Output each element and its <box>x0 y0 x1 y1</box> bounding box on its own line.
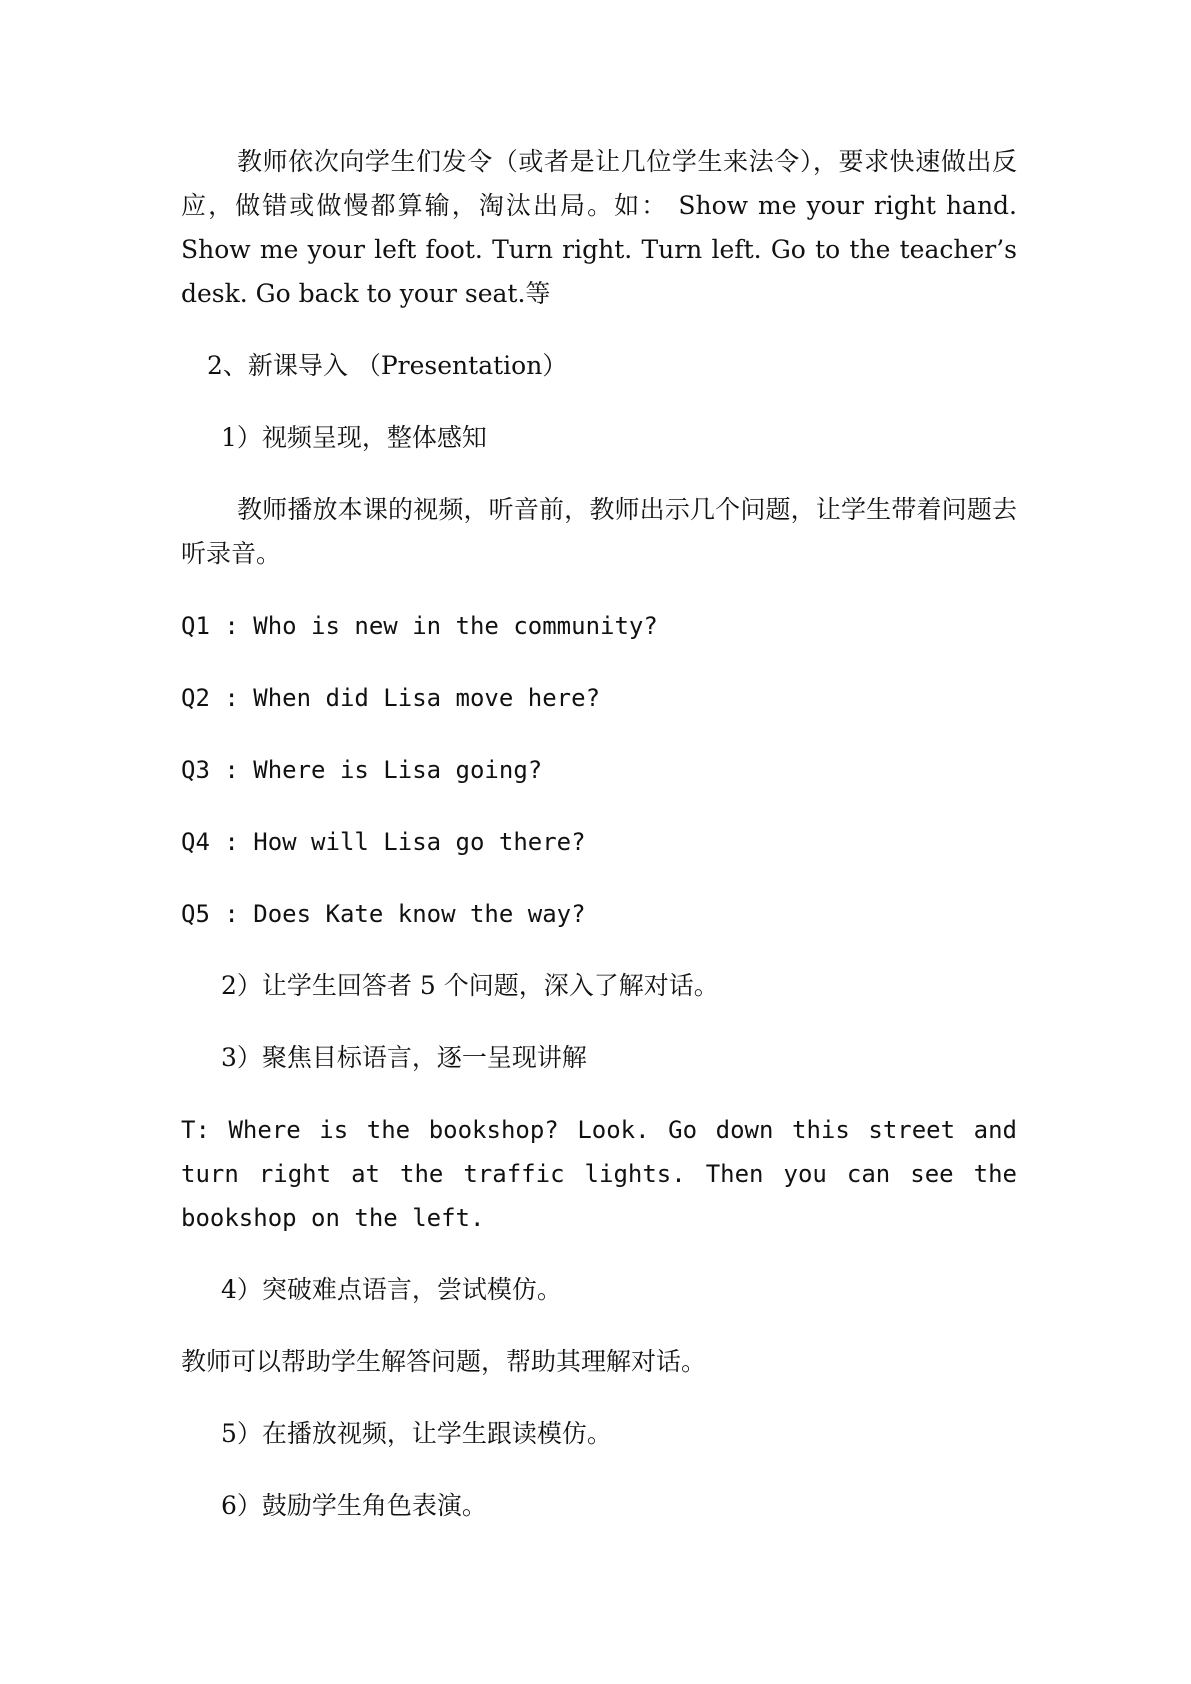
question-3: Q3 : Where is Lisa going? <box>181 756 543 784</box>
help-paragraph: 教师可以帮助学生解答问题，帮助其理解对话。 <box>181 1347 707 1376</box>
question-5: Q5 : Does Kate know the way? <box>181 900 586 928</box>
question-4: Q4 : How will Lisa go there? <box>181 828 586 856</box>
step-2-heading: 2）让学生回答者 5 个问题，深入了解对话。 <box>221 971 719 1000</box>
step-6-heading: 6）鼓励学生角色表演。 <box>221 1491 487 1520</box>
video-instruction-paragraph: 教师播放本课的视频，听音前，教师出示几个问题，让学生带着问题去听录音。 <box>181 495 1017 568</box>
question-1: Q1 : Who is new in the community? <box>181 612 658 640</box>
step-1-heading: 1）视频呈现，整体感知 <box>221 423 487 452</box>
step-4-heading: 4）突破难点语言，尝试模仿。 <box>221 1275 562 1304</box>
teacher-dialogue: T: Where is the bookshop? Look. Go down this street and turn right at the traffic lights. Then you can see the bookshop on the left. <box>181 1116 1017 1232</box>
question-2: Q2 : When did Lisa move here? <box>181 684 601 712</box>
step-3-heading: 3）聚焦目标语言，逐一呈现讲解 <box>221 1043 587 1072</box>
section-heading-presentation: 2、新课导入 （Presentation） <box>207 351 568 380</box>
document-body <box>181 140 1017 1556</box>
step-5-heading: 5）在播放视频，让学生跟读模仿。 <box>221 1419 612 1448</box>
instruction-paragraph: 教师依次向学生们发令（或者是让几位学生来法令），要求快速做出反应，做错或做慢都算输，淘汰出局。如： Show me your right hand. Show me your left foot. Turn right. Turn left. Go to the teacher’s desk. Go back to your seat.等 <box>181 147 1017 308</box>
